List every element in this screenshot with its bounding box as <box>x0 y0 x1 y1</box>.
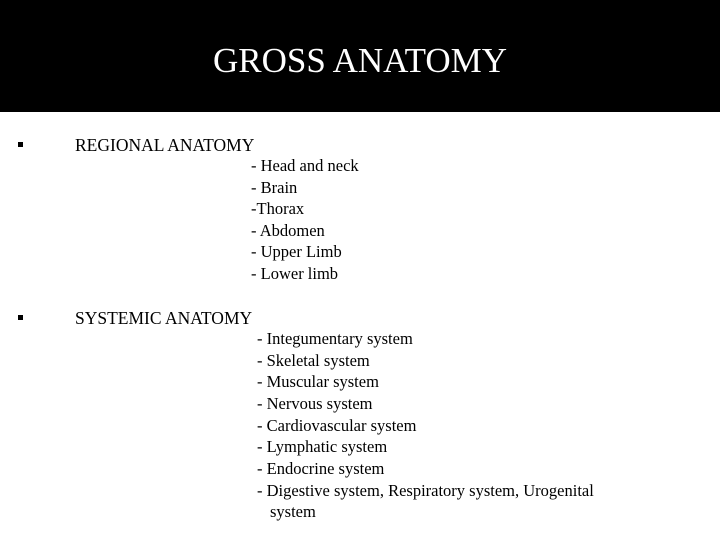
list-item: - Skeletal system <box>257 351 370 370</box>
list-item: - Cardiovascular system <box>257 416 417 435</box>
title-bar <box>0 0 720 112</box>
section-heading-systemic: SYSTEMIC ANATOMY <box>75 308 253 328</box>
list-item: - Nervous system <box>257 394 373 413</box>
list-item: - Endocrine system <box>257 459 385 478</box>
list-item: - Lymphatic system <box>257 437 388 456</box>
bullet-marker <box>18 142 23 147</box>
list-item: -Thorax <box>251 199 305 218</box>
section-heading-regional: REGIONAL ANATOMY <box>75 135 255 155</box>
list-item: - Digestive system, Respiratory system, Urogenital <box>257 481 594 500</box>
list-item: - Muscular system <box>257 372 379 391</box>
list-item: system <box>270 502 316 521</box>
list-item: - Abdomen <box>251 221 325 240</box>
list-item: - Integumentary system <box>257 329 413 348</box>
list-item: - Lower limb <box>251 264 339 283</box>
slide-title: GROSS ANATOMY <box>212 41 507 80</box>
bullet-marker <box>18 315 23 320</box>
list-item: - Upper Limb <box>251 242 342 261</box>
list-item: - Brain <box>251 178 298 197</box>
list-item: - Head and neck <box>251 156 359 175</box>
